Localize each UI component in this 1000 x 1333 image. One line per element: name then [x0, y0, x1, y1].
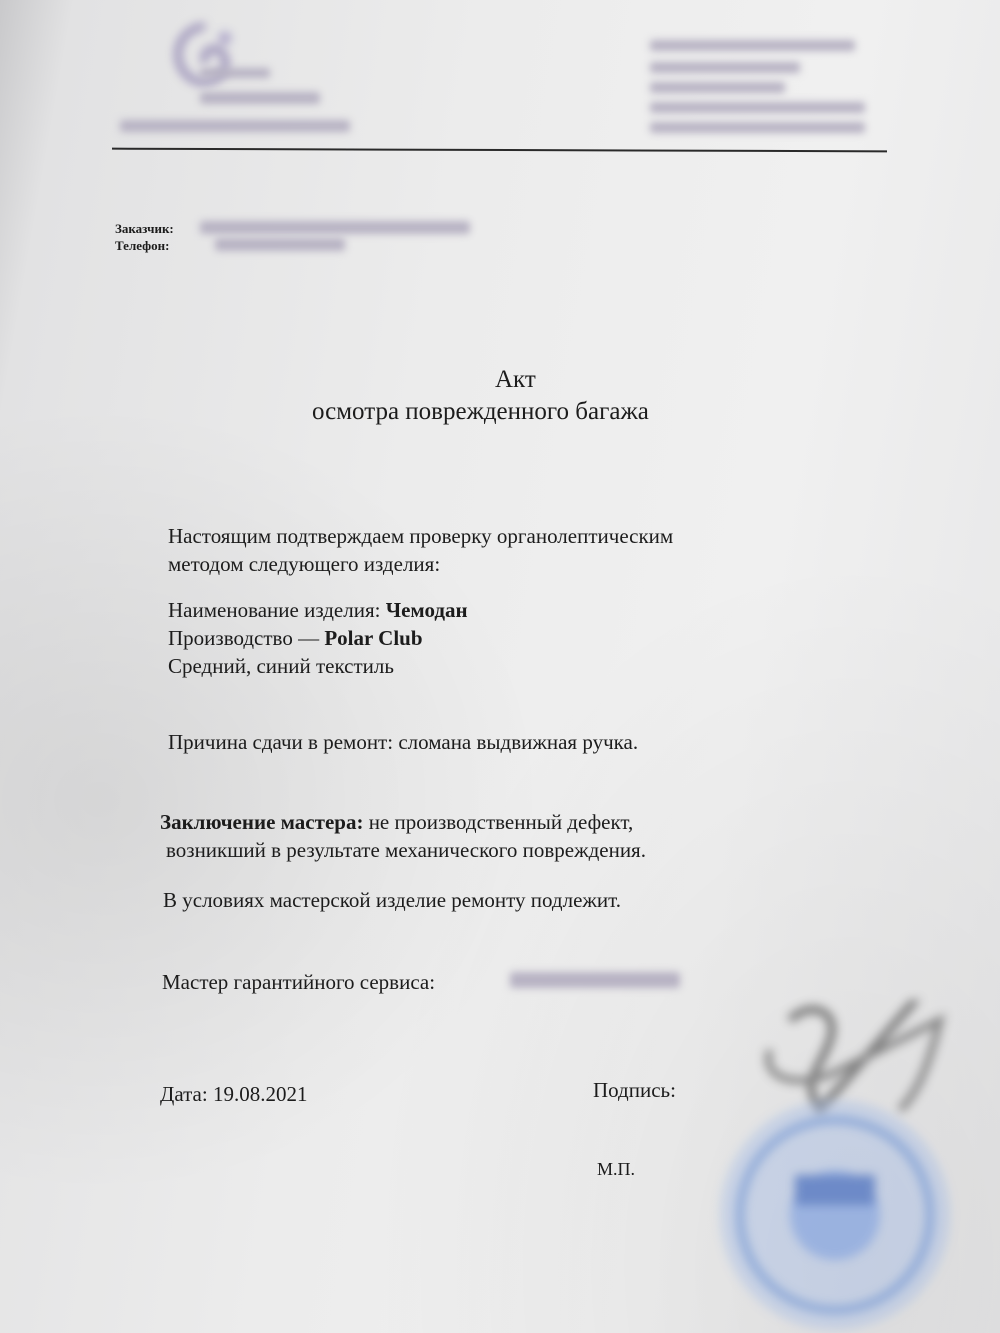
date-label: Дата: — [160, 1082, 208, 1106]
phone-label: Телефон: — [115, 238, 170, 253]
customer-label: Заказчик: — [115, 221, 174, 236]
repair-reason: Причина сдачи в ремонт: сломана выдвижная ручка. — [168, 730, 639, 754]
item-maker-value: Polar Club — [324, 626, 423, 650]
item-name-label: Наименование изделия: — [168, 598, 381, 622]
redacted-address-line — [650, 40, 855, 51]
redacted-master-name — [510, 972, 680, 988]
signature-and-stamp — [700, 1000, 970, 1330]
repair-note: В условиях мастерской изделие ремонту подлежит. — [163, 888, 622, 912]
master-label: Мастер гарантийного сервиса: — [162, 970, 436, 994]
redacted-company-phone — [200, 92, 320, 104]
item-maker-row — [168, 624, 423, 653]
date-row — [160, 1080, 307, 1109]
conclusion-text-2: возникший в результате механического повреждения. — [166, 838, 646, 862]
date-value: 19.08.2021 — [212, 1082, 308, 1106]
seal-label: М.П. — [597, 1159, 636, 1179]
redacted-address-line — [650, 82, 785, 93]
header-divider — [112, 148, 887, 153]
redacted-customer — [200, 221, 470, 234]
intro-line-2: методом следующего изделия: — [168, 552, 441, 576]
item-name-row — [168, 596, 468, 625]
conclusion-row — [160, 808, 633, 837]
redacted-phone — [215, 238, 345, 251]
conclusion-text-1: не производственный дефект, — [368, 810, 634, 834]
page-subtitle: осмотра поврежденного багажа — [312, 398, 649, 425]
item-description: Средний, синий текстиль — [168, 654, 394, 678]
redacted-company-web — [120, 120, 350, 132]
page-title: Акт — [495, 366, 536, 393]
seal-stamp — [700, 1000, 970, 1330]
redacted-address-line — [650, 102, 865, 113]
item-maker-label: Производство — — [168, 626, 320, 650]
redacted-company-name — [200, 68, 270, 78]
redacted-address-line — [650, 62, 800, 73]
redacted-address-line — [650, 122, 865, 133]
conclusion-label: Заключение мастера: — [160, 810, 364, 834]
item-name-value: Чемодан — [385, 598, 468, 622]
signature-label: Подпись: — [593, 1078, 676, 1102]
intro-line-1: Настоящим подтверждаем проверку органолептическим — [168, 524, 674, 548]
